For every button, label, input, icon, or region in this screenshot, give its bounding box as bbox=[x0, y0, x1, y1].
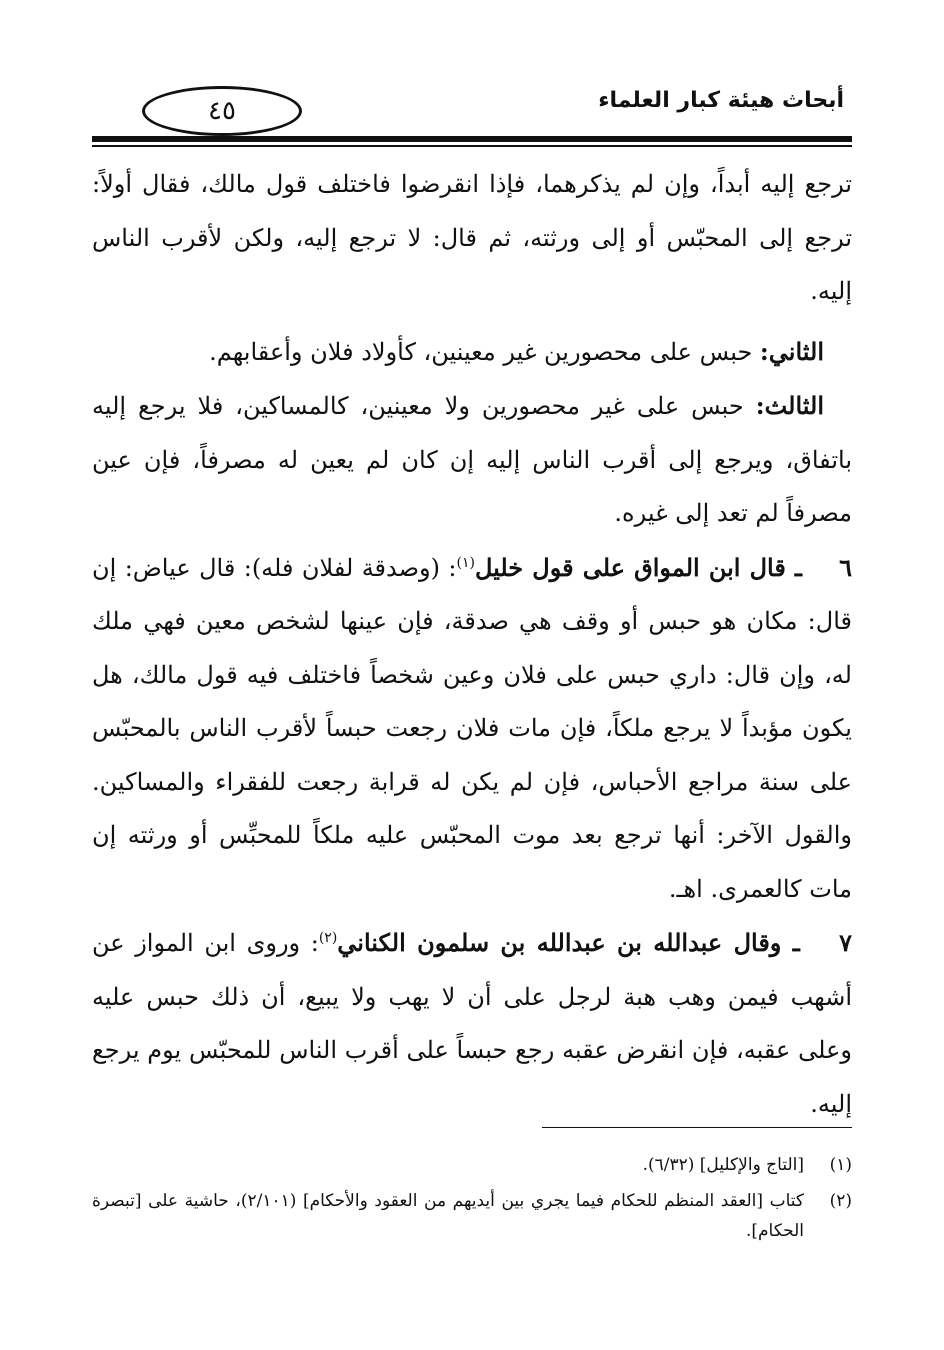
footnote-2 bbox=[92, 1186, 852, 1246]
paragraph-5-text: : وروى ابن المواز عن أشهب فيمن وهب هبة لرجل على أن لا يهب ولا يبيع، أن ذلك حبس عليه وعلى عقبه، فإن انقرض عقبه رجع حبساً على أقرب الناس للمحبّس يوم يرجع إليه. bbox=[92, 929, 852, 1118]
footnote-separator bbox=[542, 1127, 852, 1128]
body-text bbox=[92, 158, 852, 1131]
running-title: أبحاث هيئة كبار العلماء bbox=[598, 88, 844, 113]
header-rule-thick bbox=[92, 136, 852, 142]
paragraph-1: ترجع إليه أبداً، وإن لم يذكرهما، فإذا انقرضوا فاختلف قول مالك، فقال أولاً: ترجع إلى المحبّس أو إلى ورثته، ثم قال: لا ترجع إليه، ولكن لأقرب الناس إليه. bbox=[92, 170, 852, 305]
page-number: ٤٥ bbox=[142, 86, 302, 136]
header-rule-thin bbox=[92, 145, 852, 147]
footnote-ref-1[interactable]: (١) bbox=[456, 554, 475, 571]
paragraph-5-lead: ٧ ـ وقال عبدالله بن عبدالله بن سلمون الكناني bbox=[337, 928, 853, 957]
paragraph-4-lead: ٦ ـ قال ابن المواق على قول خليل bbox=[474, 552, 852, 582]
paragraph-3-text: حبس على غير محصورين ولا معينين، كالمساكين، فلا يرجع إليه باتفاق، ويرجع إلى أقرب الناس إليه إن كان لم يعين له مصرفاً، فإن عين مصرفاً لم تعد إلى غيره. bbox=[92, 392, 852, 527]
paragraph-3 bbox=[92, 379, 852, 541]
footnote-2-number: (٢) bbox=[829, 1191, 852, 1211]
paragraph-2 bbox=[92, 325, 852, 380]
footnote-2-text: كتاب [العقد المنظم للحكام فيما يجري بين أيديهم من العقود والأحكام] (٢/١٠١)، حاشية على [تبصرة الحكام]. bbox=[92, 1191, 804, 1241]
footnote-ref-2[interactable]: (٢) bbox=[318, 930, 338, 946]
paragraph-3-label: الثالث: bbox=[755, 391, 824, 420]
footnote-1-text: [التاج والإكليل] (٦/٣٢). bbox=[642, 1155, 804, 1175]
paragraph-2-label: الثاني: bbox=[759, 336, 824, 366]
paragraph-2-text: حبس على محصورين غير معينين، كأولاد فلان وأعقابهم. bbox=[209, 337, 760, 366]
footnote-1 bbox=[92, 1150, 852, 1180]
paragraph-4 bbox=[92, 541, 852, 917]
footnotes bbox=[92, 1150, 852, 1252]
footnote-1-number: (١) bbox=[829, 1155, 852, 1175]
paragraph-4-text: : (وصدقة لفلان فله): قال عياض: إن قال: مكان هو حبس أو وقف هي صدقة، فإن عينها لشخص معين فهي ملك له، وإن قال: داري حبس على فلان وعين شخصاً فاختلف فيه قول مالك، هل يكون مؤبداً لا يرجع ملكاً، فإن مات فلان رجعت حبساً لأقرب الناس بالمحبّس على سنة مراجع الأحباس، فإن لم يكن له قرابة رجعت للفقراء والمساكين. والقول الآخر: أنها ترجع بعد موت المحبّس عليه ملكاً للمحبِّس أو ورثته إن مات كالعمرى. اهـ. bbox=[92, 553, 852, 903]
paragraph-5 bbox=[92, 916, 852, 1131]
